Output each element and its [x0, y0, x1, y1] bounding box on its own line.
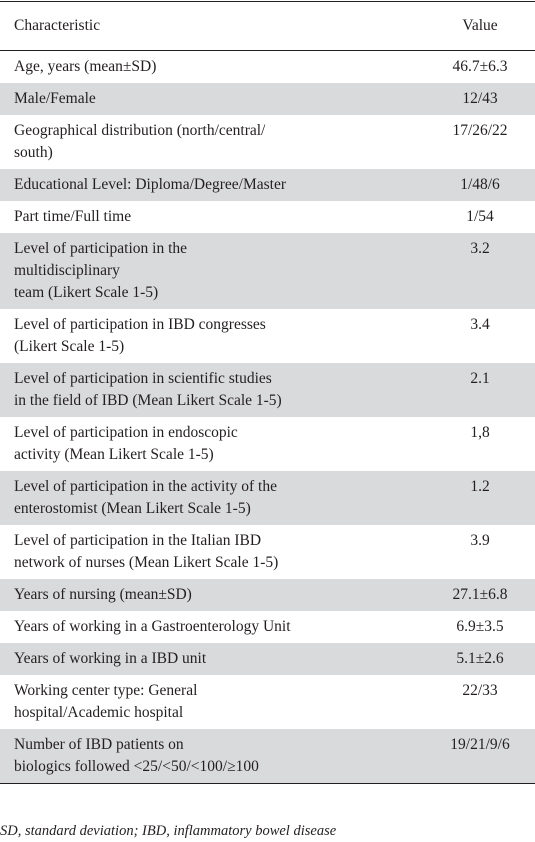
table-header [0, 2, 535, 51]
table-row [0, 417, 535, 471]
value-cell: 27.1±6.8 [425, 579, 535, 611]
characteristic-cell: Years of working in a IBD unit [0, 643, 425, 675]
table-row [0, 471, 535, 525]
characteristic-cell: Geographical distribution (north/central/ south) [14, 122, 266, 161]
characteristic-cell: Age, years (mean±SD) [14, 58, 157, 75]
table-row [0, 579, 535, 611]
value-cell: 3.4 [470, 316, 490, 333]
characteristic-cell: Level of participation in the multidisciplinary team (Likert Scale 1-5) [0, 233, 425, 309]
characteristic-cell: Years of nursing (mean±SD) [0, 579, 425, 611]
characteristic-cell: Educational Level: Diploma/Degree/Master [0, 169, 425, 201]
characteristic-cell: Level of participation in scientific studies in the field of IBD (Mean Likert Scale 1-5) [0, 363, 425, 417]
characteristic-cell: Male/Female [0, 83, 425, 115]
characteristic-cell: Years of working in a Gastroenterology Unit [14, 618, 291, 635]
value-cell: 3.2 [425, 233, 535, 309]
value-cell: 1,8 [470, 424, 490, 441]
table-row [0, 169, 535, 201]
table-row [0, 83, 535, 115]
table-row [0, 115, 535, 169]
value-cell: 1/48/6 [425, 169, 535, 201]
value-cell: 6.9±3.5 [456, 618, 504, 635]
characteristic-cell: Level of participation in the Italian IBD network of nurses (Mean Likert Scale 1-5) [14, 532, 279, 571]
value-cell: 17/26/22 [452, 122, 508, 139]
table-row [0, 611, 535, 643]
value-cell: 1.2 [425, 471, 535, 525]
characteristic-cell: Level of participation in the activity of the enterostomist (Mean Likert Scale 1-5) [0, 471, 425, 525]
value-cell: 22/33 [462, 682, 498, 699]
characteristics-table [0, 1, 535, 784]
value-cell: 2.1 [425, 363, 535, 417]
table-row [0, 363, 535, 417]
header-row [0, 2, 535, 51]
table-row [0, 675, 535, 729]
table-row [0, 643, 535, 675]
table-row [0, 729, 535, 784]
table-row [0, 233, 535, 309]
header-characteristic: Characteristic [0, 2, 425, 51]
value-cell: 1/54 [466, 208, 494, 225]
characteristic-cell: Level of participation in IBD congresses (Likert Scale 1-5) [14, 316, 266, 355]
value-cell: 12/43 [425, 83, 535, 115]
value-cell: 3.9 [470, 532, 490, 549]
table-row [0, 309, 535, 363]
value-cell: 46.7±6.3 [452, 58, 508, 75]
table-row [0, 51, 535, 84]
characteristic-cell: Working center type: General hospital/Academic hospital [14, 682, 198, 721]
value-cell: 5.1±2.6 [425, 643, 535, 675]
table-row [0, 201, 535, 233]
characteristic-cell: Level of participation in endoscopic activity (Mean Likert Scale 1-5) [14, 424, 238, 463]
table-body [0, 51, 535, 784]
table-footnote: SD, standard deviation; IBD, inflammatory bowel disease [0, 823, 337, 839]
value-cell: 19/21/9/6 [425, 729, 535, 784]
characteristic-cell: Part time/Full time [14, 208, 132, 225]
header-value: Value [425, 2, 535, 51]
table-row [0, 525, 535, 579]
characteristic-cell: Number of IBD patients on biologics followed <25/<50/<100/≥100 [0, 729, 425, 784]
